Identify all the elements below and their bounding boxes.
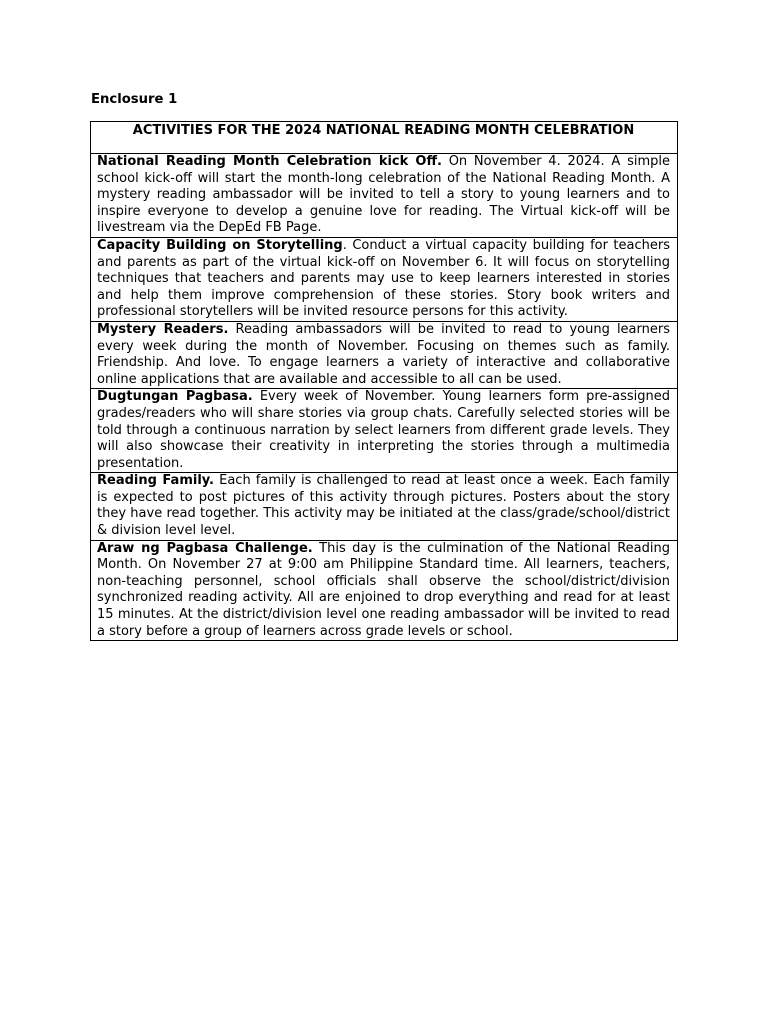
activity-cell-reading-family [91,473,678,540]
table-row [91,237,678,321]
activity-cell-mystery-readers [91,321,678,388]
enclosure-label: Enclosure 1 [91,92,178,107]
activity-description: On November 4. 2024. A simple school kick-off will start the month-long celebration of the National Reading Month. A mystery reading ambassador will be invited to tell a story to young learners and to inspire everyone to develop a genuine love for reading. The Virtual kick-off will be livestream via the DepEd FB Page. [97,154,670,236]
table-header-row [91,122,678,154]
table-row [91,389,678,473]
activity-description: This day is the culmination of the National Reading Month. On November 27 at 9:00 am Philippine Standard time. All learners, teachers, non-teaching personnel, school officials shall observe the school/district/division synchronized reading activity. All are enjoined to drop everything and read for at least 15 minutes. At the district/division level one reading ambassador will be invited to read a story before a group of learners across grade levels or school. [97,540,670,639]
activity-title: National Reading Month Celebration kick Off. [97,154,442,169]
activity-title: Araw ng Pagbasa Challenge. [97,540,313,556]
activity-cell-capacity-building [91,237,678,321]
activities-table [90,121,678,641]
activity-cell-araw-ng-pagbasa [91,540,678,641]
table-row [91,154,678,238]
activity-title: Capacity Building on Storytelling [97,237,343,253]
table-heading: ACTIVITIES FOR THE 2024 NATIONAL READING MONTH CELEBRATION [91,122,678,154]
activity-title: Dugtungan Pagbasa. [97,389,253,405]
activity-description: Reading ambassadors will be invited to read to young learners every week during the month of November. Focusing on themes such as family. Friendship. And love. To engage learners a variety of interactive and collaborative online applications that are available and accessible to all can be used. [97,321,670,387]
activity-description: Each family is challenged to read at least once a week. Each family is expected to post pictures of this activity through pictures. Posters about the story they have read together. This activity may be initiated at the class/grade/school/district & division level level. [97,473,670,539]
activity-title: Reading Family. [97,473,214,489]
table-row [91,321,678,388]
table-row [91,540,678,641]
activity-cell-kickoff [91,154,678,238]
activity-cell-dugtungan-pagbasa [91,389,678,473]
activity-description: Every week of November. Young learners form pre-assigned grades/readers who will share stories via group chats. Carefully selected stories will be told through a continuous narration by select learners from different grade levels. They will also showcase their creativity in interpreting the stories through a multimedia presentation. [97,389,670,471]
activity-description: . Conduct a virtual capacity building for teachers and parents as part of the virtual kick-off on November 6. It will focus on storytelling techniques that teachers and parents may use to keep learners interested in stories and help them improve comprehension of these stories. Story book writers and professional storytellers will be invited resource persons for this activity. [97,237,670,320]
activity-title: Mystery Readers. [97,321,229,337]
table-row [91,473,678,540]
